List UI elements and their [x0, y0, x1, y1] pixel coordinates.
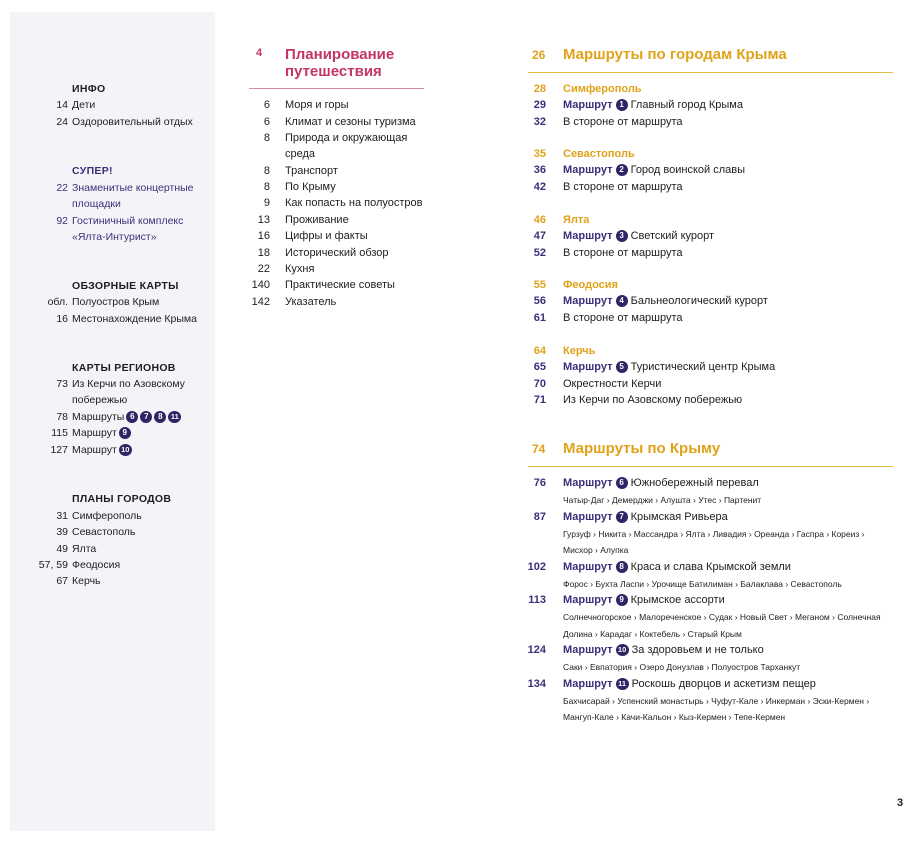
city-name: Симферополь [563, 83, 642, 95]
route-label [563, 642, 764, 658]
route-word: Маршрут [563, 594, 613, 606]
route-stops: Бахчисарай › Успенский монастырь › Чуфут-Кале › Инкерман › Эски-Кермен › [563, 695, 870, 706]
item-label: Цифры и факты [285, 230, 368, 242]
item-label: среда [285, 148, 316, 160]
item-label: «Ялта-Интурист» [72, 231, 157, 243]
crimea-page-number: 74 [532, 442, 546, 456]
route-badge: 9 [119, 427, 131, 439]
item-label [72, 442, 132, 458]
page-number: 22 [56, 182, 68, 194]
page-number: 31 [56, 510, 68, 522]
item-label: В стороне от маршрута [563, 181, 683, 193]
route-word: Маршрут [563, 164, 613, 176]
route-badge: 7 [140, 411, 152, 423]
list-item[interactable] [10, 425, 210, 441]
page-number: 13 [257, 214, 270, 226]
item-label: Транспорт [285, 165, 338, 177]
item-label: Из Керчи по Азовскому побережью [563, 394, 743, 406]
route-badge: 10 [119, 444, 132, 456]
page-number: 14 [56, 99, 68, 111]
item-label: Ялта [72, 543, 97, 555]
route-label [563, 97, 743, 113]
item-label-text: Маршруты [72, 411, 125, 423]
page-number: 56 [533, 295, 546, 307]
route-label [563, 676, 816, 692]
list-item[interactable] [10, 541, 210, 557]
route-badge: 8 [616, 561, 628, 573]
list-item[interactable] [10, 573, 210, 589]
item-label: Керчь [72, 575, 101, 587]
list-item[interactable] [10, 508, 210, 524]
route-badge: 8 [154, 411, 166, 423]
page-number: 18 [257, 247, 270, 259]
item-label: Проживание [285, 214, 349, 226]
route-stops: Солнечногорское › Малореченское › Судак › Новый Свет › Меганом › Солнечная [563, 612, 881, 622]
page-number: 32 [533, 116, 546, 128]
crimea-title: Маршруты по Крыму [563, 440, 721, 457]
page-number: 9 [263, 197, 270, 209]
route-label [563, 475, 759, 491]
list-item[interactable] [10, 213, 210, 229]
route-stops: Мангуп-Кале › Качи-Кальон › Кыз-Кермен › Тепе-Кермен [563, 712, 786, 722]
city-plans-heading: ПЛАНЫ ГОРОДОВ [72, 493, 172, 505]
cities-title: Маршруты по городам Крыма [563, 46, 787, 63]
list-item[interactable] [10, 97, 210, 113]
route-label [563, 293, 768, 309]
page-number: 36 [533, 164, 546, 176]
page-number: 92 [56, 215, 68, 227]
route-stops: Чатыр-Даг › Демерджи › Алушта › Утес › Партенит [563, 495, 762, 505]
route-badge: 10 [616, 644, 629, 656]
planning-rule [249, 88, 424, 89]
page-number: 8 [263, 132, 270, 144]
route-stops: Саки › Евпатория › Озеро Донузлав › Полуостров Тарханкут [563, 662, 801, 672]
list-item[interactable] [10, 180, 210, 196]
crimea-rule [528, 466, 893, 467]
item-label: В стороне от маршрута [563, 116, 683, 128]
page-number: 35 [533, 148, 546, 160]
page-number: 6 [263, 99, 270, 111]
cities-page-number: 26 [532, 48, 546, 62]
item-label: В стороне от маршрута [563, 312, 683, 324]
page-number: 65 [533, 361, 546, 373]
route-stops: Мисхор › Алупка [563, 545, 629, 555]
item-label: Гостиничный комплекс [72, 215, 184, 227]
city-name: Ялта [563, 214, 590, 226]
page-number: 24 [56, 116, 68, 128]
page-number: 39 [56, 526, 68, 538]
item-label: Кухня [285, 263, 315, 275]
route-word: Маршрут [563, 560, 613, 573]
list-item-continuation [10, 392, 210, 408]
page-number: 115 [51, 427, 68, 439]
route-title: Южнобережный перевал [630, 477, 759, 489]
page-number: 29 [533, 99, 546, 111]
page-number: 142 [251, 296, 270, 308]
page-number-footer: 3 [897, 797, 904, 809]
route-badge: 2 [616, 164, 628, 176]
route-stops: Долина › Карадаг › Коктебель › Старый Крым [563, 628, 742, 639]
list-item[interactable] [10, 442, 210, 458]
item-label: По Крыму [285, 181, 336, 193]
page-number: 6 [263, 116, 270, 128]
page-number: 70 [533, 378, 546, 390]
item-label: площадки [72, 198, 121, 210]
page-number: 76 [533, 477, 546, 489]
page-number: 16 [257, 230, 270, 242]
page-number: 113 [528, 594, 546, 606]
page-number: 124 [527, 644, 546, 656]
page-number: 57, 59 [38, 559, 68, 571]
page-number: 46 [533, 214, 546, 226]
route-badge: 7 [616, 511, 628, 523]
route-badge: 6 [616, 477, 628, 489]
item-label: Из Керчи по Азовскому [72, 378, 185, 390]
route-label [563, 592, 725, 608]
list-item[interactable] [10, 376, 210, 392]
route-word: Маршрут [563, 295, 613, 307]
city-name: Керчь [563, 345, 596, 357]
item-label-text: Маршрут [72, 427, 117, 439]
item-label: Как попасть на полуостров [285, 197, 423, 209]
route-title: За здоровьем и не только [631, 644, 764, 656]
route-stops: Форос › Бухта Ласпи › Урочище Батилиман › Балаклава › Севастополь [563, 578, 842, 589]
route-word: Маршрут [563, 361, 613, 373]
item-label: Окрестности Керчи [563, 378, 662, 390]
list-item[interactable] [10, 311, 210, 327]
route-label [563, 559, 791, 575]
item-label: Симферополь [72, 510, 142, 522]
page-number: 52 [533, 247, 546, 259]
route-label [563, 228, 714, 244]
route-word: Маршрут [563, 477, 613, 489]
route-badge: 11 [616, 678, 629, 690]
page-number: 22 [257, 263, 270, 275]
item-label: В стороне от маршрута [563, 247, 683, 259]
item-label: Дети [72, 99, 96, 111]
item-label: Севастополь [72, 526, 136, 538]
page-number: 78 [56, 411, 68, 423]
item-label: Указатель [285, 296, 337, 308]
item-label: Исторический обзор [285, 247, 389, 259]
route-badge: 5 [616, 361, 628, 373]
page-number: 87 [533, 510, 546, 523]
route-title: Бальнеологический курорт [630, 295, 768, 307]
item-label: Оздоровительный отдых [72, 116, 193, 128]
item-label-text: Маршрут [72, 444, 117, 456]
page-number: 134 [527, 677, 546, 690]
item-label: Практические советы [285, 279, 395, 291]
city-name: Феодосия [563, 279, 618, 291]
page-number: 8 [263, 181, 270, 193]
item-label [72, 425, 131, 441]
route-title: Крымское ассорти [630, 594, 725, 606]
info-heading: ИНФО [72, 83, 106, 95]
route-badge: 4 [616, 295, 628, 307]
page-number: 73 [56, 378, 68, 390]
list-item[interactable] [10, 409, 210, 425]
list-item[interactable] [10, 524, 210, 540]
route-badge: 3 [616, 230, 628, 242]
route-label [563, 509, 728, 525]
planning-title-line: путешествия [285, 63, 382, 80]
item-label: Моря и горы [285, 99, 349, 111]
route-label [563, 162, 745, 178]
route-label [563, 359, 775, 375]
page-number: 61 [533, 312, 546, 324]
page-number: 55 [533, 279, 546, 291]
page-number: 140 [251, 279, 270, 291]
list-item[interactable] [10, 557, 210, 573]
list-item[interactable] [10, 294, 210, 310]
page-number: 49 [56, 543, 68, 555]
route-word: Маршрут [563, 99, 613, 111]
item-label: Местонахождение Крыма [72, 313, 197, 325]
route-word: Маршрут [563, 677, 613, 690]
route-title: Город воинской славы [630, 164, 745, 176]
route-title: Крымская Ривьера [630, 510, 728, 523]
region-maps-heading: КАРТЫ РЕГИОНОВ [72, 362, 176, 374]
item-label: Полуостров Крым [72, 296, 160, 308]
page-number: 102 [527, 560, 546, 573]
super-heading: СУПЕР! [72, 165, 113, 177]
route-title: Краса и слава Крымской земли [630, 560, 791, 573]
item-label: Природа и окружающая [285, 132, 408, 144]
route-badge: 11 [168, 411, 181, 423]
route-title: Светский курорт [630, 230, 715, 242]
planning-title-line: Планирование [285, 46, 395, 63]
route-word: Маршрут [563, 510, 613, 523]
route-word: Маршрут [563, 644, 613, 656]
route-badge: 9 [616, 594, 628, 606]
route-word: Маршрут [563, 230, 613, 242]
item-label [72, 409, 181, 425]
page-number: 71 [533, 394, 546, 406]
item-label: Климат и сезоны туризма [285, 116, 416, 128]
page-number: 64 [533, 345, 546, 357]
route-badge: 1 [616, 99, 628, 111]
item-label: побережью [72, 394, 128, 406]
route-title: Туристический центр Крыма [630, 361, 776, 373]
city-name: Севастополь [563, 148, 635, 160]
page-number: 42 [533, 181, 546, 193]
page-number: 67 [56, 575, 68, 587]
page-number: 47 [533, 230, 546, 242]
item-label: Знаменитые концертные [72, 182, 194, 194]
route-badge: 6 [126, 411, 138, 423]
page-number: 8 [263, 165, 270, 177]
overview-maps-heading: ОБЗОРНЫЕ КАРТЫ [72, 280, 179, 292]
page-number: 16 [56, 313, 68, 325]
route-title: Роскошь дворцов и аскетизм пещер [631, 677, 816, 690]
list-item[interactable] [10, 114, 210, 130]
route-title: Главный город Крыма [630, 99, 743, 111]
item-label: Феодосия [72, 559, 121, 571]
page-number: 127 [50, 444, 68, 456]
page-number: 28 [533, 83, 546, 95]
planning-page-number: 4 [256, 47, 263, 59]
list-item-continuation [10, 196, 210, 212]
list-item-continuation [10, 229, 210, 245]
cities-rule [528, 72, 893, 73]
page-number: обл. [47, 296, 68, 308]
route-stops: Гурзуф › Никита › Массандра › Ялта › Ливадия › Ореанда › Гаспра › Кореиз › [563, 528, 865, 539]
